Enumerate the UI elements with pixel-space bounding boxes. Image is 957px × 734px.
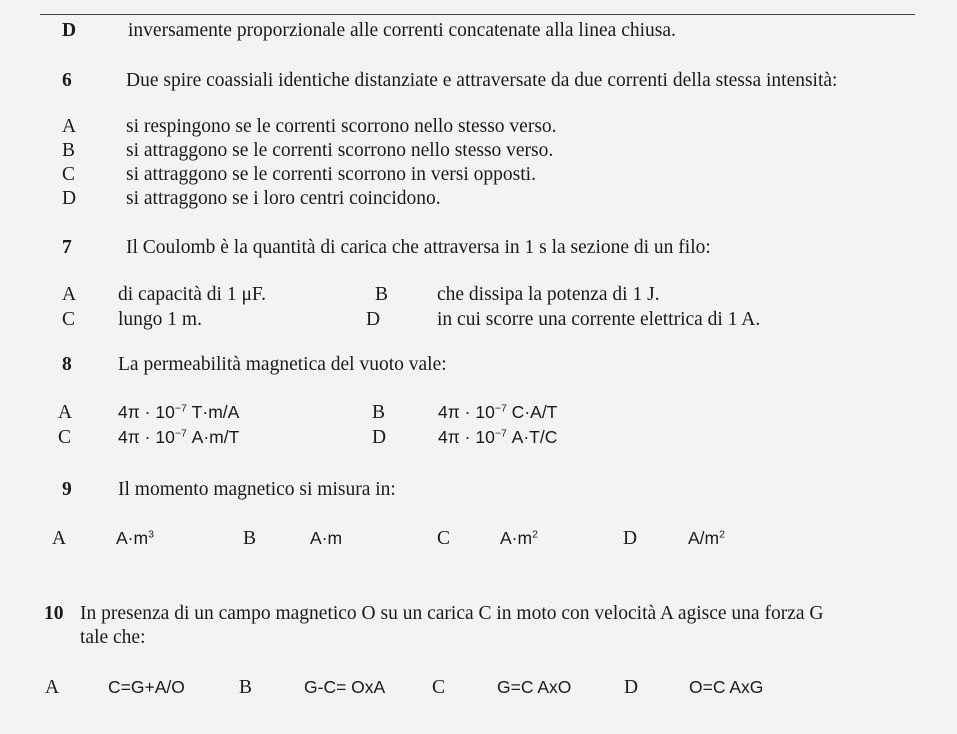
question-9-number: 9 <box>62 479 72 500</box>
q8-b-base: 4π · 10 <box>438 402 495 422</box>
q7-option-b-letter: B <box>375 284 389 305</box>
question-7-number: 7 <box>62 237 72 258</box>
q10-option-a-value: C=G+A/O <box>108 677 185 697</box>
question-6-number: 6 <box>62 70 72 91</box>
q7-option-c-text: lungo 1 m. <box>118 309 202 330</box>
question-8-text: La permeabilità magnetica del vuoto vale: <box>118 354 447 375</box>
q7-option-c-letter: C <box>62 309 76 330</box>
q10-option-b-value: G-C= OxA <box>304 677 386 697</box>
q9-option-d-letter: D <box>623 528 638 549</box>
q8-c-unit: A·m/T <box>186 427 240 447</box>
q7-option-b-text: che dissipa la potenza di 1 J. <box>437 284 660 305</box>
q8-option-b-value <box>438 403 557 422</box>
q6-option-d-text: si attraggono se i loro centri coincidono. <box>126 188 441 209</box>
q6-option-c-text: si attraggono se le correnti scorrono in versi opposti. <box>126 164 536 185</box>
question-10-text-line1: In presenza di un campo magnetico O su un carica C in moto con velocità A agisce una forza G <box>80 603 824 624</box>
q9-a-base: A·m <box>116 528 149 548</box>
q9-c-base: A·m <box>500 528 533 548</box>
q10-option-b-letter: B <box>239 677 253 698</box>
q10-option-c-value: G=C AxO <box>497 677 572 697</box>
q7-option-a-letter: A <box>62 284 77 305</box>
prev-option-letter: D <box>62 20 77 41</box>
q9-option-b-letter: B <box>243 528 257 549</box>
q9-option-c-value <box>500 529 538 548</box>
q6-option-b-letter: B <box>62 140 76 161</box>
q8-b-exp: −7 <box>494 402 507 415</box>
q9-option-c-letter: C <box>437 528 451 549</box>
q10-option-d-value: O=C AxG <box>689 677 764 697</box>
q8-option-a-value <box>118 403 239 422</box>
q8-b-unit: C·A/T <box>506 402 558 422</box>
q7-option-d-text: in cui scorre una corrente elettrica di 1 A. <box>437 309 761 330</box>
q8-option-b-letter: B <box>372 402 386 423</box>
q8-d-unit: A·T/C <box>506 427 558 447</box>
q9-option-b-value <box>310 529 342 548</box>
q8-a-unit: T·m/A <box>186 402 240 422</box>
q6-option-a-text: si respingono se le correnti scorrono nello stesso verso. <box>126 116 557 137</box>
q9-c-exp: 2 <box>532 528 538 541</box>
q9-b-base: A·m <box>310 528 343 548</box>
q8-c-exp: −7 <box>174 427 187 440</box>
question-10-text-line2: tale che: <box>80 627 146 648</box>
q8-d-exp: −7 <box>494 427 507 440</box>
q9-d-base: A/m <box>688 528 720 548</box>
q8-option-c-letter: C <box>58 427 72 448</box>
q9-option-a-letter: A <box>52 528 67 549</box>
q6-option-a-letter: A <box>62 116 77 137</box>
question-6-text: Due spire coassiali identiche distanziate e attraversate da due correnti della stessa intensità: <box>126 70 838 91</box>
question-9-text: Il momento magnetico si misura in: <box>118 479 396 500</box>
q6-option-b-text: si attraggono se le correnti scorrono nello stesso verso. <box>126 140 554 161</box>
q8-option-d-letter: D <box>372 427 387 448</box>
question-10-number: 10 <box>44 603 64 624</box>
q8-a-exp: −7 <box>174 402 187 415</box>
q7-option-a-text: di capacità di 1 μF. <box>118 284 267 305</box>
top-rule <box>40 14 915 15</box>
q10-option-a-letter: A <box>45 677 60 698</box>
q8-a-base: 4π · 10 <box>118 402 175 422</box>
q6-option-d-letter: D <box>62 188 77 209</box>
q8-option-a-letter: A <box>58 402 73 423</box>
question-7-text: Il Coulomb è la quantità di carica che attraversa in 1 s la sezione di un filo: <box>126 237 711 258</box>
q9-a-exp: 3 <box>148 528 154 541</box>
q9-option-d-value <box>688 529 725 548</box>
q9-option-a-value <box>116 529 154 548</box>
question-8-number: 8 <box>62 354 72 375</box>
q8-option-c-value <box>118 428 239 447</box>
q10-option-d-letter: D <box>624 677 639 698</box>
q8-c-base: 4π · 10 <box>118 427 175 447</box>
q8-d-base: 4π · 10 <box>438 427 495 447</box>
q8-option-d-value <box>438 428 557 447</box>
prev-option-text: inversamente proporzionale alle correnti concatenate alla linea chiusa. <box>128 20 676 41</box>
q9-d-exp: 2 <box>719 528 725 541</box>
q7-option-d-letter: D <box>366 309 381 330</box>
q10-option-c-letter: C <box>432 677 446 698</box>
q6-option-c-letter: C <box>62 164 76 185</box>
